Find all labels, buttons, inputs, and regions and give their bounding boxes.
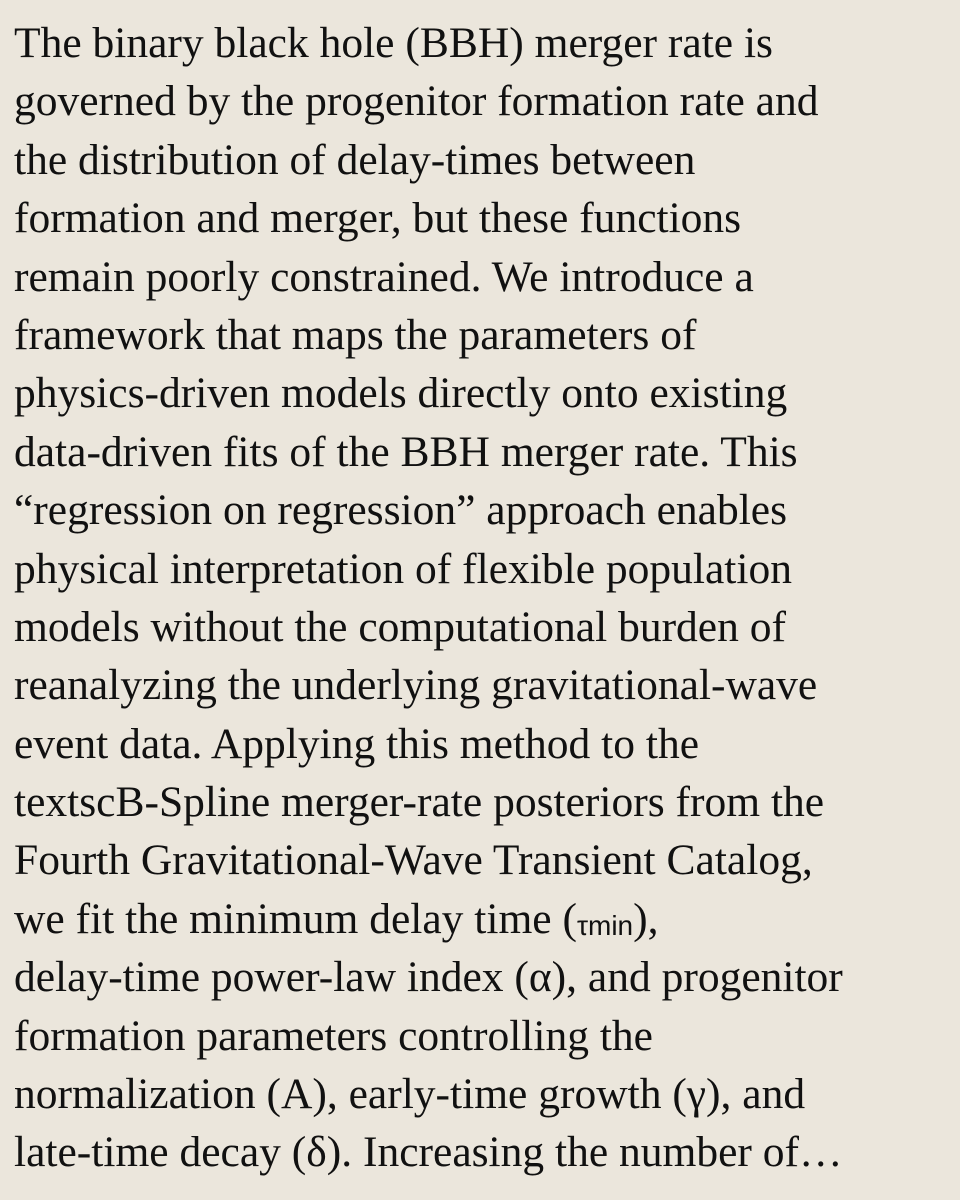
line-prefix: we fit the minimum delay time ( (14, 894, 577, 943)
line-suffix: ), (633, 894, 659, 943)
abstract-line: the distribution of delay-times between (14, 135, 696, 184)
abstract-line: framework that maps the parameters of (14, 310, 697, 359)
tau-subscript: min (588, 909, 634, 941)
abstract-line: late-time decay (δ). Increasing the number of… (14, 1128, 843, 1177)
abstract-line: physics-driven models directly onto existing (14, 369, 788, 418)
abstract-line: Fourth Gravitational-Wave Transient Catalog, (14, 836, 813, 885)
abstract-line: delay-time power-law index (α), and progenitor (14, 953, 843, 1002)
abstract-line: physical interpretation of flexible population (14, 544, 792, 593)
abstract-line: formation and merger, but these functions (14, 194, 742, 243)
abstract-line: formation parameters controlling the (14, 1011, 653, 1060)
abstract-line: event data. Applying this method to the (14, 719, 700, 768)
abstract-line: normalization (A), early-time growth (γ), and (14, 1070, 806, 1119)
abstract-line: The binary black hole (BBH) merger rate is (14, 19, 773, 67)
abstract-line: “regression on regression” approach enables (14, 486, 788, 535)
abstract-line: data-driven fits of the BBH merger rate. This (14, 427, 798, 476)
abstract-line: textscB-Spline merger-rate posteriors from the (14, 778, 825, 827)
tau-min-symbol (577, 910, 633, 941)
tau-symbol: τ (576, 909, 589, 941)
abstract-line: reanalyzing the underlying gravitational-wave (14, 661, 818, 710)
abstract-text (14, 14, 954, 1182)
abstract-line: remain poorly constrained. We introduce a (14, 252, 754, 301)
abstract-line: governed by the progenitor formation rate and (14, 77, 819, 126)
abstract-line: models without the computational burden of (14, 602, 786, 651)
abstract-line-tau-min (14, 890, 954, 948)
